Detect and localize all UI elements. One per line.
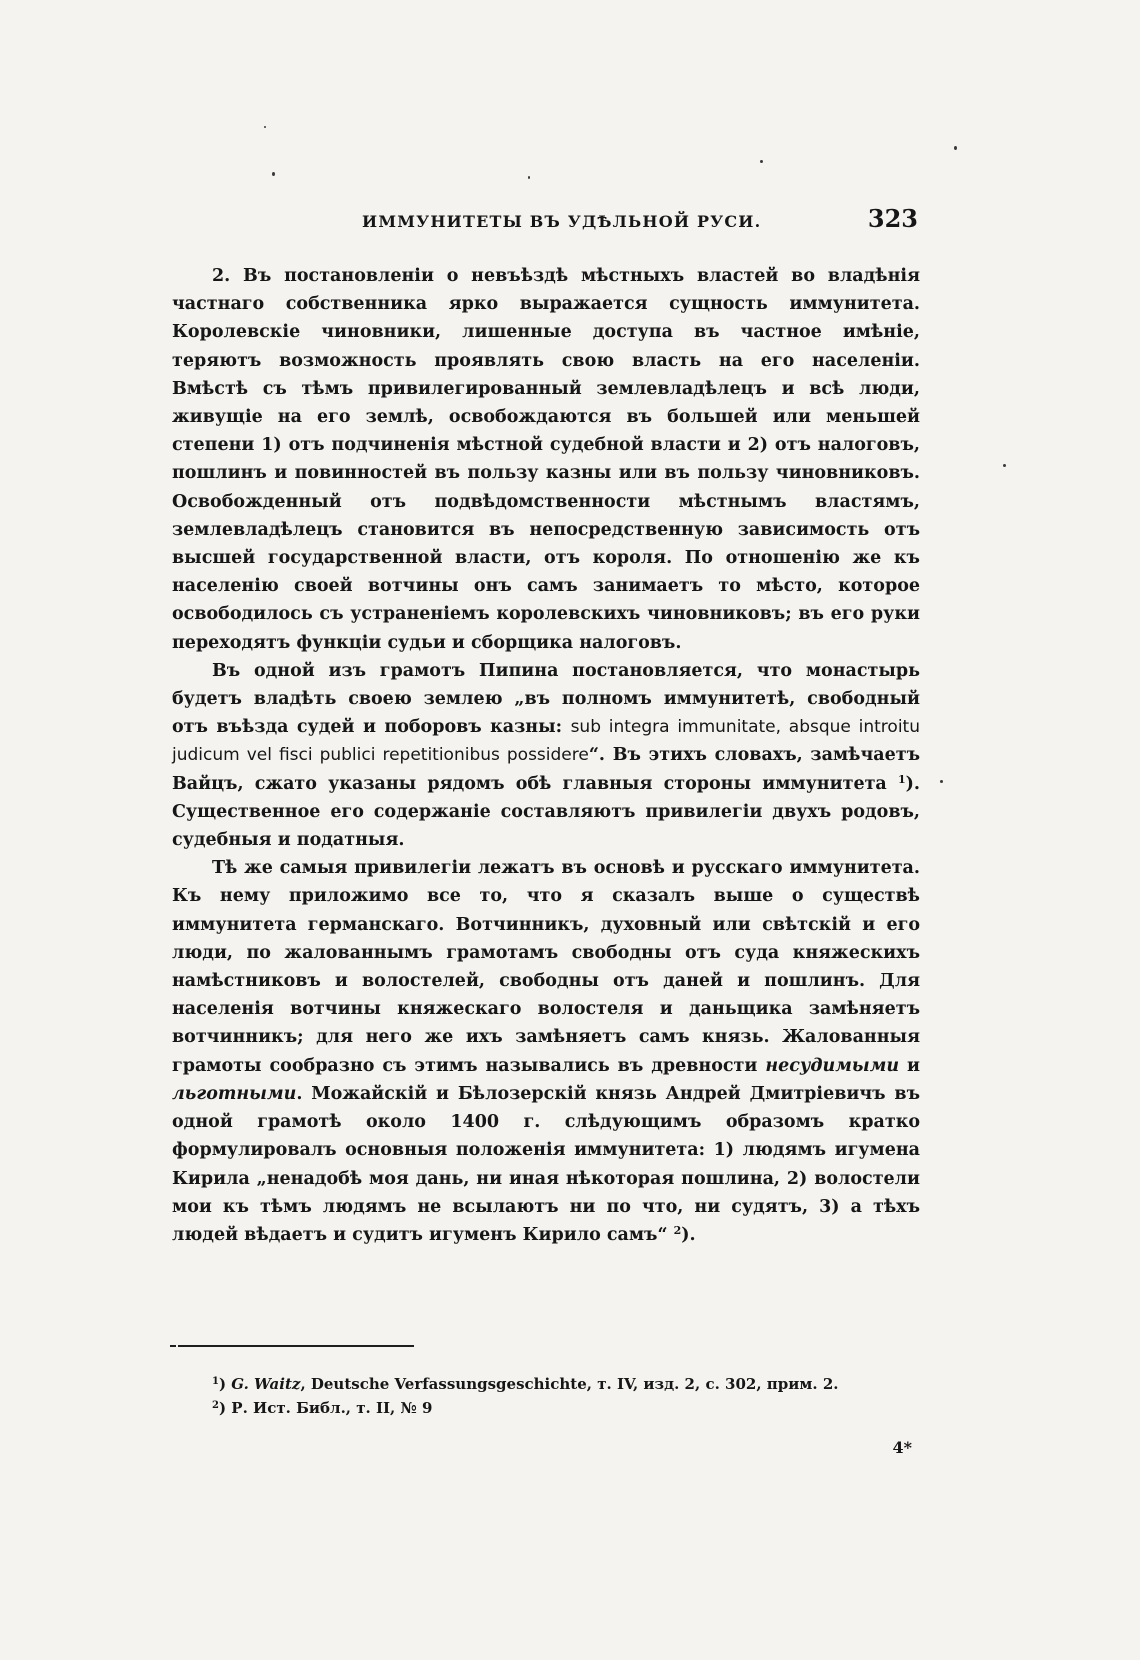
- footnote-2: $^2$) Р. Ист. Библ., т. II, № 9: [212, 1399, 433, 1417]
- signature-mark: 4*: [892, 1438, 912, 1457]
- paragraph-text: Въ одной изъ грамотъ Пипина постановляется, что монастырь будетъ владѣть своею землею „въ полномъ иммунитетѣ, свободный отъ въѣзда судей и поборовъ казны:: [172, 660, 920, 738]
- paragraph-text: Тѣ же самыя привилегіи лежатъ въ основѣ и русскаго иммунитета. Къ нему приложимо все то, что я сказалъ выше о существѣ иммунитета германскаго. Вотчинникъ, духовный или свѣтскій и его люди, по жалованнымъ грамотамъ свободны отъ суда княжескихъ намѣстниковъ и волостелей, свободны отъ даней и пошлинъ. Для населенія вотчины княжескаго волостеля и даньщика замѣняетъ вотчинникъ; для него же ихъ замѣняетъ самъ князь. Жалованныя грамоты сообразно съ этимъ назывались въ древности: [172, 858, 920, 1076]
- paragraph-2: [172, 657, 920, 854]
- scan-speck: [264, 126, 266, 128]
- footnote-1: $^1$) G. Waitz, Deutsche Verfassungsgeschichte, т. IV, изд. 2, с. 302, прим. 2.: [212, 1375, 839, 1393]
- latin-quotation: sub integra immunitate, absque introitu judicum vel fisci publici repetitionibus possidere: [172, 717, 920, 766]
- paragraph-text: ). Существенное его содержаніе составляютъ привилегіи двухъ родовъ, судебныя и податныя.: [172, 773, 920, 851]
- page-number: 323: [867, 204, 918, 233]
- emphasized-term: льготными: [172, 1083, 297, 1104]
- footnote-1-text: , Deutsche Verfassungsgeschichte, т. IV, изд. 2, с. 302, прим. 2.: [300, 1375, 839, 1393]
- footnote-rule: [178, 1345, 414, 1347]
- footnote-1-author: G. Waitz: [231, 1375, 301, 1393]
- footnote-rule-dash: [170, 1345, 176, 1347]
- footnote-1-mark: 1: [212, 1376, 219, 1387]
- paragraph-3: [172, 854, 920, 1249]
- running-head: ИММУНИТЕТЫ ВЪ УДѢЛЬНОЙ РУСИ.: [362, 212, 762, 231]
- footnotes: [212, 1372, 924, 1420]
- scan-speck: [954, 146, 957, 150]
- footnote-2-text: Р. Ист. Библ., т. II, № 9: [231, 1399, 433, 1417]
- footnote-reference: 2: [673, 1223, 682, 1237]
- paragraph-text: . Можайскій и Бѣлозерскій князь Андрей Дмитріевичъ въ одной грамотѣ около 1400 г. слѣдующимъ образомъ кратко формулировалъ основныя положенія иммунитета: 1) людямъ игумена Кирила „ненадобѣ моя дань, ни иная нѣкоторая пошлина, 2) волостели мои къ тѣмъ людямъ не всылаютъ ни по что, ни судятъ, 3) а тѣхъ людей вѣдаетъ и судитъ игуменъ Кирило самъ“: [172, 1083, 920, 1245]
- paragraph-text: “. Въ этихъ словахъ, замѣчаетъ Вайцъ, сжато указаны рядомъ обѣ главныя стороны иммунитета: [172, 745, 920, 794]
- scan-speck: [272, 172, 275, 176]
- paragraph-1: [172, 262, 920, 657]
- paragraph-text: 2. Въ постановленіи о невъѣздѣ мѣстныхъ властей во владѣнія частнаго собственника ярко выражается сущность иммунитета. Королевскіе чиновники, лишенные доступа въ частное имѣніе, теряютъ возможность проявлять свою власть на его населеніи. Вмѣстѣ съ тѣмъ привилегированный землевладѣлецъ и всѣ люди, живущіе на его землѣ, освобождаются въ большей или меньшей степени 1) отъ подчиненія мѣстной судебной власти и 2) отъ налоговъ, пошлинъ и повинностей въ пользу казны или въ пользу чиновниковъ. Освобожденный отъ подвѣдомственности мѣстнымъ властямъ, землевладѣлецъ становится въ непосредственную зависимость отъ высшей государственной власти, отъ короля. По отношенію же къ населенію своей вотчины онъ самъ занимаетъ то мѣсто, которое освободилось съ устраненіемъ королевскихъ чиновниковъ; въ его руки переходятъ функціи судьи и сборщика налоговъ.: [172, 266, 920, 653]
- footnote-reference: 1: [897, 772, 906, 786]
- paragraph-text: ).: [681, 1224, 696, 1245]
- scan-speck: [940, 780, 943, 783]
- paragraph-text: и: [899, 1055, 921, 1076]
- main-text: [172, 262, 920, 1249]
- scan-speck: [1003, 464, 1006, 467]
- scan-speck: [760, 160, 763, 163]
- footnote-2-mark: 2: [212, 1400, 219, 1411]
- emphasized-term: несудимыми: [765, 1055, 900, 1076]
- page-header: [172, 204, 920, 244]
- scan-speck: [528, 176, 530, 179]
